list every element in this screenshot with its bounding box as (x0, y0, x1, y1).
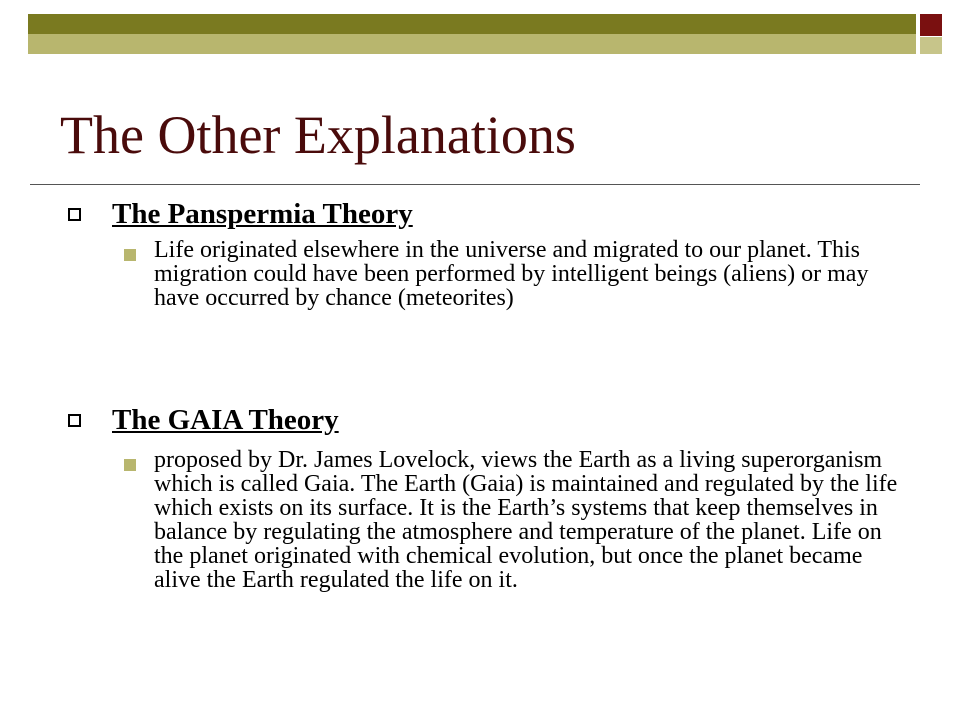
top-decorative-band (28, 14, 916, 54)
corner-accent-lower (920, 37, 942, 54)
section-heading-row (0, 198, 960, 234)
section-heading: The GAIA Theory (112, 404, 339, 436)
slide-title: The Other Explanations (60, 105, 576, 165)
section-gaia (0, 404, 960, 593)
filled-square-bullet-icon (124, 249, 136, 261)
section-heading-row (0, 404, 960, 440)
section-body-text: proposed by Dr. James Lovelock, views the Earth as a living superorganism which is called Gaia. The Earth (Gaia) is maintained and regulated by the life which exists on its surface. It is the Earth’s systems that keep themselves in balance by regulating the atmosphere and temperature of the planet. Life on the planet originated with chemical evolution, but once the planet became alive the Earth regulated the life on it. (154, 447, 898, 593)
hollow-square-bullet-icon (68, 208, 81, 221)
hollow-square-bullet-icon (68, 414, 81, 427)
section-heading: The Panspermia Theory (112, 198, 413, 230)
corner-accent-square (920, 14, 942, 36)
section-body-text: Life originated elsewhere in the universe and migrated to our planet. This migration could have been performed by intelligent beings (aliens) or may have occurred by chance (meteorites) (154, 237, 869, 311)
band-light-stripe (28, 34, 916, 54)
section-panspermia (0, 198, 960, 311)
title-divider (30, 184, 920, 185)
band-dark-stripe (28, 14, 916, 34)
filled-square-bullet-icon (124, 459, 136, 471)
